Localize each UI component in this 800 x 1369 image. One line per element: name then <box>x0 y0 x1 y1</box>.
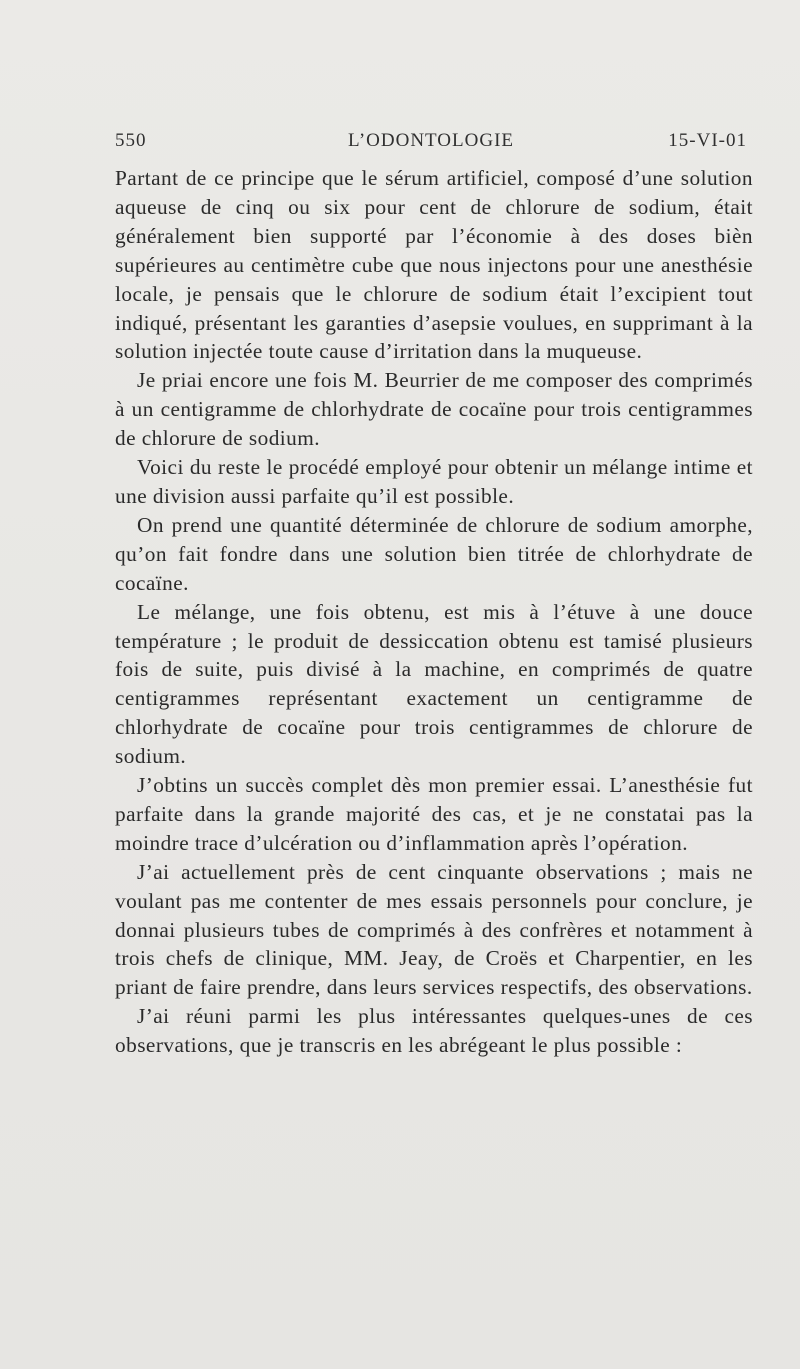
paragraph-4: On prend une quantité déterminée de chlorure de sodium amorphe, qu’on fait fondre dans une solution bien titrée de chlorhydrate de cocaïne. <box>115 512 753 595</box>
paragraph-6: J’obtins un succès complet dès mon premier essai. L’anesthésie fut parfaite dans la grande majorité des cas, et je ne constatai pas la moindre trace d’ulcération ou d’inflammation après l’opération. <box>115 773 753 855</box>
body-text <box>115 164 753 1060</box>
paragraph-2: Je priai encore une fois M. Beurrier de me composer des comprimés à un centigramme de chlorhydrate de cocaïne pour trois centigrammes de chlorure de sodium. <box>115 368 753 451</box>
paragraph-8: J’ai réuni parmi les plus intéressantes quelques-unes de ces observations, que je transcris en les abrégeant le plus possible : <box>115 1004 753 1058</box>
paragraph-1: Partant de ce principe que le sérum artificiel, composé d’une solution aqueuse de cinq ou six pour cent de chlorure de sodium, était généralement bien supporté par l’économie à des doses bièn supérieures au centimètre cube que nous injectons pour une anesthésie locale, je pensais que le chlorure de sodium était l’excipient tout indiqué, présentant les garanties d’asepsie voulues, en supprimant à la solution injectée toute cause d’irritation dans la muqueuse. <box>115 166 753 364</box>
paragraph-7: J’ai actuellement près de cent cinquante observations ; mais ne voulant pas me contenter de mes essais personnels pour conclure, je donnai plusieurs tubes de comprimés à des confrères et notamment à trois chefs de clinique, MM. Jeay, de Croës et Charpentier, en les priant de faire prendre, dans leurs services respectifs, des observations. <box>115 859 753 1000</box>
issue-date: 15-VI-01 <box>668 130 747 151</box>
paragraph-3: Voici du reste le procédé employé pour obtenir un mélange intime et une division aussi parfaite qu’il est possible. <box>115 455 753 508</box>
running-header <box>115 130 747 156</box>
journal-title: L’ODONTOLOGIE <box>347 130 515 151</box>
paragraph-5: Le mélange, une fois obtenu, est mis à l’étuve à une douce température ; le produit de dessiccation obtenu est tamisé plusieurs fois de suite, puis divisé à la machine, en comprimés de quatre centigrammes représentant exactement un centigramme de chlorhydrate de cocaïne pour trois centigrammes de chlorure de sodium. <box>115 599 753 769</box>
page-number: 550 <box>115 130 147 151</box>
